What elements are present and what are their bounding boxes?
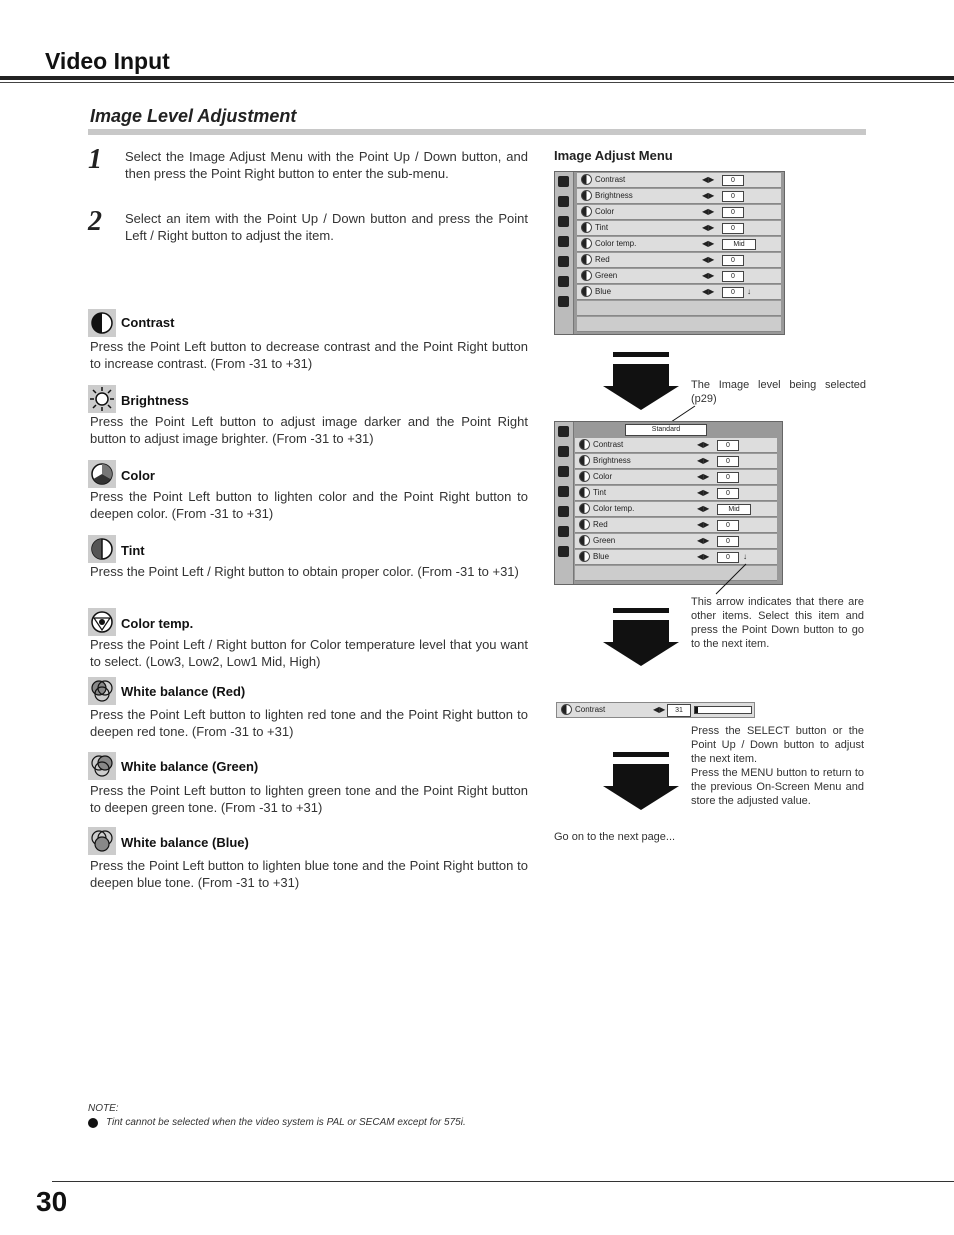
menu-row-color-temp[interactable] bbox=[575, 502, 777, 517]
menu-sidebar bbox=[555, 422, 574, 584]
brightness-icon bbox=[579, 455, 590, 466]
menu-row-value: 0 bbox=[722, 223, 744, 234]
menu-row-value: 0 bbox=[717, 440, 739, 451]
white-balance-red-icon bbox=[581, 254, 592, 265]
left-right-arrows-icon: ◀▶ bbox=[702, 287, 715, 296]
left-right-arrows-icon: ◀▶ bbox=[697, 488, 710, 497]
menu-row-label: Color bbox=[595, 207, 615, 216]
white-balance-green-desc: Press the Point Left button to lighten green tone and the Point Right button to deepen green tone. (From -31 to +31) bbox=[90, 783, 528, 815]
footer-rule bbox=[52, 1181, 954, 1182]
menu-side-icon[interactable] bbox=[558, 236, 569, 247]
menu-blank-row bbox=[577, 317, 781, 332]
menu-row-green[interactable] bbox=[577, 269, 781, 284]
menu-row-value: 0 bbox=[722, 175, 744, 186]
menu-side-icon[interactable] bbox=[558, 176, 569, 187]
slider-track[interactable] bbox=[694, 706, 752, 714]
menu-sidebar bbox=[555, 172, 574, 334]
white-balance-blue-icon bbox=[88, 827, 116, 855]
header-rule bbox=[0, 76, 954, 80]
left-right-arrows-icon: ◀▶ bbox=[653, 705, 666, 714]
menu-row-tint[interactable] bbox=[577, 221, 781, 236]
image-adjust-menu-standard bbox=[554, 421, 783, 585]
white-balance-blue-icon bbox=[579, 551, 590, 562]
menu-row-label: Red bbox=[595, 255, 610, 264]
menu-row-label: Contrast bbox=[595, 175, 626, 184]
page-number: 30 bbox=[36, 1186, 68, 1217]
step-1-number: 1 bbox=[88, 144, 102, 175]
tint-desc: Press the Point Left / Right button to obtain proper color. (From -31 to +31) bbox=[90, 564, 519, 579]
menu-row-label: Green bbox=[595, 271, 618, 280]
left-right-arrows-icon: ◀▶ bbox=[702, 207, 715, 216]
contrast-icon bbox=[88, 309, 116, 337]
menu-side-icon[interactable] bbox=[558, 426, 569, 437]
white-balance-green-icon bbox=[88, 752, 116, 780]
down-arrow-icon bbox=[603, 752, 679, 817]
left-right-arrows-icon: ◀▶ bbox=[702, 255, 715, 264]
menu-row-value: 0 bbox=[722, 191, 744, 202]
page-title: Video Input bbox=[45, 48, 170, 74]
menu-blank-row bbox=[577, 301, 781, 316]
menu-side-icon[interactable] bbox=[558, 466, 569, 477]
contrast-icon bbox=[579, 439, 590, 450]
callout-press-menu: Press the MENU button to return to the previous On-Screen Menu and store the adjusted value. bbox=[691, 767, 864, 807]
menu-side-icon[interactable] bbox=[558, 196, 569, 207]
step-1-text: Select the Image Adjust Menu with the Point Up / Down button, and then press the Point Right button to enter the sub-menu. bbox=[125, 149, 528, 181]
menu-row-brightness[interactable] bbox=[577, 189, 781, 204]
white-balance-blue-desc: Press the Point Left button to lighten blue tone and the Point Right button to deepen blue tone. (From -31 to +31) bbox=[90, 858, 528, 890]
menu-row-value: Mid bbox=[717, 504, 751, 515]
menu-side-icon[interactable] bbox=[558, 446, 569, 457]
color-desc: Press the Point Left button to lighten color and the Point Right button to deepen color. (From -31 to +31) bbox=[90, 489, 528, 521]
left-right-arrows-icon: ◀▶ bbox=[702, 223, 715, 232]
menu-row-label: Brightness bbox=[593, 456, 631, 465]
brightness-icon bbox=[581, 190, 592, 201]
brightness-title: Brightness bbox=[121, 393, 189, 408]
bullet-icon bbox=[88, 1118, 98, 1128]
menu-row-value: Mid bbox=[722, 239, 756, 250]
down-arrow-icon: ↓ bbox=[747, 287, 751, 296]
menu-row-label: Blue bbox=[593, 552, 610, 561]
header-rule-thin bbox=[0, 82, 954, 83]
brightness-icon bbox=[88, 385, 116, 413]
contrast-slider-bar[interactable] bbox=[556, 702, 755, 718]
menu-row-red[interactable] bbox=[575, 518, 777, 533]
menu-row-label: Brightness bbox=[595, 191, 633, 200]
menu-row-contrast[interactable] bbox=[575, 438, 777, 453]
white-balance-red-icon bbox=[88, 677, 116, 705]
white-balance-red-icon bbox=[579, 519, 590, 530]
menu-row-label: Color bbox=[593, 472, 613, 481]
white-balance-blue-icon bbox=[581, 286, 592, 297]
left-right-arrows-icon: ◀▶ bbox=[697, 456, 710, 465]
callout-level-selected: The Image level being selected (p29) bbox=[691, 379, 866, 405]
step-2-text: Select an item with the Point Up / Down button and press the Point Left / Right button to adjust the item. bbox=[125, 211, 528, 243]
menu-row-brightness[interactable] bbox=[575, 454, 777, 469]
menu-row-tint[interactable] bbox=[575, 486, 777, 501]
left-right-arrows-icon: ◀▶ bbox=[697, 504, 710, 513]
section-title: Image Level Adjustment bbox=[90, 106, 297, 126]
brightness-desc: Press the Point Left button to adjust image darker and the Point Right button to adjust image brighter. (From -31 to +31) bbox=[90, 414, 528, 446]
color-title: Color bbox=[121, 468, 155, 483]
left-right-arrows-icon: ◀▶ bbox=[697, 552, 710, 561]
menu-row-value: 0 bbox=[717, 456, 739, 467]
menu-row-label: Color temp. bbox=[593, 504, 635, 513]
image-adjust-menu bbox=[554, 171, 785, 335]
menu-side-icon[interactable] bbox=[558, 486, 569, 497]
tint-icon bbox=[581, 222, 592, 233]
menu-row-value: 0 bbox=[717, 520, 739, 531]
menu-side-icon[interactable] bbox=[558, 216, 569, 227]
left-right-arrows-icon: ◀▶ bbox=[702, 175, 715, 184]
color-temp-icon bbox=[88, 608, 116, 636]
contrast-icon bbox=[581, 174, 592, 185]
white-balance-red-title: White balance (Red) bbox=[121, 684, 246, 699]
white-balance-green-title: White balance (Green) bbox=[121, 759, 259, 774]
menu-row-value: 0 bbox=[722, 271, 744, 282]
left-right-arrows-icon: ◀▶ bbox=[697, 520, 710, 529]
menu-side-icon[interactable] bbox=[558, 276, 569, 287]
color-temp-icon bbox=[579, 503, 590, 514]
contrast-title: Contrast bbox=[121, 315, 175, 330]
menu-row-label: Color temp. bbox=[595, 239, 637, 248]
menu-row-label: Contrast bbox=[593, 440, 624, 449]
go-next-page: Go on to the next page... bbox=[554, 831, 676, 843]
color-icon bbox=[88, 460, 116, 488]
color-icon bbox=[579, 471, 590, 482]
contrast-desc: Press the Point Left button to decrease contrast and the Point Right button to increase contrast. (From -31 to +31) bbox=[90, 339, 528, 371]
slider-label: Contrast bbox=[575, 705, 606, 714]
menu-row-color[interactable] bbox=[577, 205, 781, 220]
image-adjust-menu-label: Image Adjust Menu bbox=[554, 148, 673, 163]
left-right-arrows-icon: ◀▶ bbox=[702, 239, 715, 248]
menu-row-value: 0 bbox=[717, 488, 739, 499]
slider-value: 31 bbox=[667, 704, 691, 717]
menu-row-value: 0 bbox=[722, 207, 744, 218]
menu-row-label: Red bbox=[593, 520, 608, 529]
menu-row-color[interactable] bbox=[575, 470, 777, 485]
menu-row-value: 0 bbox=[722, 287, 744, 298]
white-balance-blue-title: White balance (Blue) bbox=[121, 835, 249, 850]
callout-press-select: Press the SELECT button or the Point Up / Down button to adjust the next item. bbox=[691, 725, 864, 765]
section-bar bbox=[88, 129, 866, 135]
left-right-arrows-icon: ◀▶ bbox=[697, 536, 710, 545]
left-right-arrows-icon: ◀▶ bbox=[702, 191, 715, 200]
color-icon bbox=[581, 206, 592, 217]
white-balance-green-icon bbox=[581, 270, 592, 281]
menu-row-label: Green bbox=[593, 536, 616, 545]
left-right-arrows-icon: ◀▶ bbox=[697, 472, 710, 481]
white-balance-green-icon bbox=[579, 535, 590, 546]
menu-row-value: 0 bbox=[717, 472, 739, 483]
menu-row-label: Tint bbox=[595, 223, 609, 232]
menu-row-blue[interactable] bbox=[577, 285, 781, 300]
color-temp-desc: Press the Point Left / Right button for Color temperature level that you want to select. (Low3, Low2, Low1 Mid, High) bbox=[90, 637, 528, 669]
left-right-arrows-icon: ◀▶ bbox=[697, 440, 710, 449]
color-temp-title: Color temp. bbox=[121, 616, 194, 631]
menu-side-icon[interactable] bbox=[558, 506, 569, 517]
menu-row-label: Tint bbox=[593, 488, 607, 497]
tint-icon bbox=[88, 535, 116, 563]
tint-icon bbox=[579, 487, 590, 498]
step-2-number: 2 bbox=[88, 206, 102, 237]
note-label: NOTE: bbox=[88, 1103, 119, 1114]
contrast-icon bbox=[561, 704, 572, 715]
menu-row-contrast[interactable] bbox=[577, 173, 781, 188]
menu-row-label: Blue bbox=[595, 287, 612, 296]
menu-row-value: 0 bbox=[717, 536, 739, 547]
color-temp-icon bbox=[581, 238, 592, 249]
menu-side-icon[interactable] bbox=[558, 296, 569, 307]
note-text: Tint cannot be selected when the video system is PAL or SECAM except for 575i. bbox=[106, 1117, 466, 1128]
menu-row-color-temp[interactable] bbox=[577, 237, 781, 252]
down-arrow-icon: ↓ bbox=[743, 552, 747, 561]
menu-row-red[interactable] bbox=[577, 253, 781, 268]
white-balance-red-desc: Press the Point Left button to lighten red tone and the Point Right button to deepen red tone. (From -31 to +31) bbox=[90, 707, 528, 739]
menu-side-icon[interactable] bbox=[558, 546, 569, 557]
callout-arrow-indicates: This arrow indicates that there are other items. Select this item and press the Point Down button to go to the next item. bbox=[691, 596, 864, 650]
left-right-arrows-icon: ◀▶ bbox=[702, 271, 715, 280]
down-arrow-icon bbox=[603, 608, 679, 673]
standard-label[interactable]: Standard bbox=[625, 424, 707, 436]
menu-row-value: 0 bbox=[722, 255, 744, 266]
menu-side-icon[interactable] bbox=[558, 526, 569, 537]
menu-row-green[interactable] bbox=[575, 534, 777, 549]
menu-row-value: 0 bbox=[717, 552, 739, 563]
tint-title: Tint bbox=[121, 543, 145, 558]
menu-side-icon[interactable] bbox=[558, 256, 569, 267]
slider-fill bbox=[695, 707, 698, 713]
